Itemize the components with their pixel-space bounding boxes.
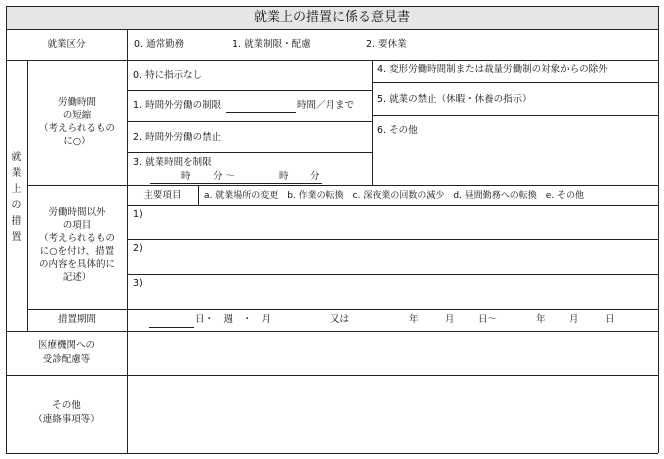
period-end-year: 年: [536, 314, 546, 325]
working-hours-shorten-label: 労働時間 の短縮 （考えられるもの に○）: [38, 97, 115, 147]
other-notes-label: その他 （連絡事項等）: [33, 400, 100, 425]
period-label: 措置期間: [57, 314, 96, 325]
other-item-row-1[interactable]: 1): [133, 209, 143, 220]
limit-time-field[interactable]: [150, 183, 322, 184]
period-number-field[interactable]: [149, 327, 194, 328]
other-notes-field[interactable]: [128, 376, 657, 452]
work-category-option-1[interactable]: 1. 就業制限・配慮: [232, 39, 311, 50]
period-end-month: 月: [569, 314, 579, 325]
shorten-option-5[interactable]: 5. 就業の禁止（休暇・休養の指示）: [377, 94, 532, 105]
other-item-row-2[interactable]: 2): [133, 243, 143, 254]
work-category-option-2[interactable]: 2. 要休業: [366, 39, 407, 50]
period-unit-day-week-month[interactable]: 日・ 週 ・ 月: [195, 314, 272, 325]
limit-end-minute-unit: 分: [310, 171, 320, 182]
shorten-option-6[interactable]: 6. その他: [377, 125, 418, 136]
period-start-month: 月: [445, 314, 455, 325]
overtime-hours-unit: 時間／月まで: [297, 100, 355, 111]
shorten-option-4[interactable]: 4. 変形労働時間制または裁量労働制の対象からの除外: [377, 64, 608, 75]
period-start-year: 年: [409, 314, 419, 325]
period-or-text: 又は: [330, 314, 350, 325]
period-start-day: 日～: [478, 314, 498, 325]
overtime-hours-field[interactable]: [226, 112, 296, 113]
shorten-option-0[interactable]: 0. 特に指示なし: [133, 70, 203, 81]
form-title: 就業上の措置に係る意見書: [253, 10, 410, 25]
limit-start-hour-unit: 時: [181, 171, 191, 182]
limit-end-hour-unit: 時: [279, 171, 289, 182]
main-items-options[interactable]: a. 就業場所の変更 b. 作業の転換 c. 深夜業の回数の減少 d. 昼間勤務への転換 e. その他: [204, 191, 585, 201]
shorten-option-2[interactable]: 2. 時間外労働の禁止: [133, 132, 222, 143]
shorten-option-3[interactable]: 3. 就業時間を制限: [133, 157, 212, 168]
medical-consideration-field[interactable]: [128, 332, 657, 374]
work-category-option-0[interactable]: 0. 通常勤務: [134, 39, 185, 50]
shorten-option-1[interactable]: 1. 時間外労働の制限: [133, 100, 222, 111]
other-item-row-3[interactable]: 3): [133, 278, 143, 289]
other-items-label: 労働時間以外 の項目 （考えられるもの に○を付け、措置 の内容を具体的に 記述）: [38, 207, 115, 283]
limit-start-minute-unit: 分 ～: [213, 171, 236, 182]
period-end-day: 日: [605, 314, 615, 325]
measures-side-label: 就 業 上 の 措 置: [11, 152, 22, 243]
medical-consideration-label: 医療機関への 受診配慮等: [37, 340, 95, 365]
work-category-label: 就業区分: [47, 39, 86, 50]
form-title-band: [6, 6, 658, 29]
main-items-label: 主要項目: [143, 190, 182, 201]
